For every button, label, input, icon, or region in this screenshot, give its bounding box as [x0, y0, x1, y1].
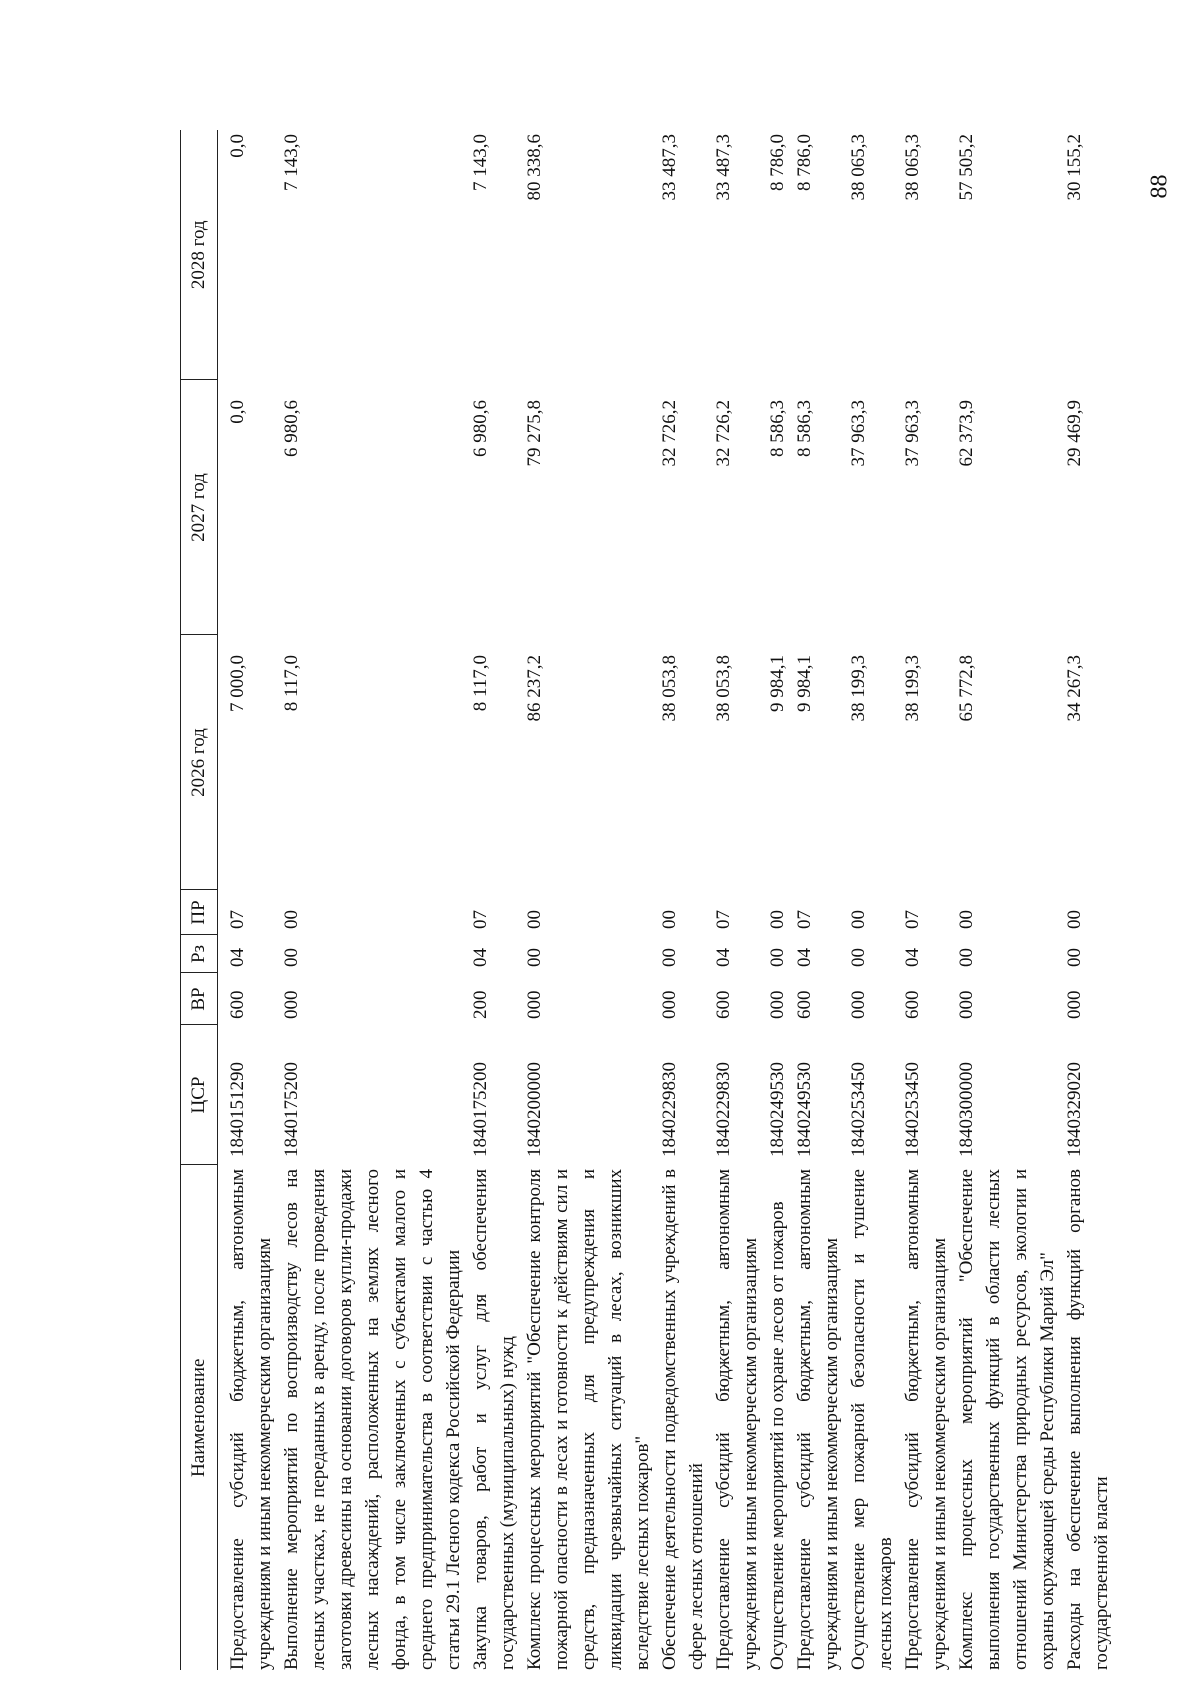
table-row — [521, 130, 656, 1670]
header-csr: ЦСР — [181, 1025, 218, 1165]
table-row — [710, 130, 764, 1670]
budget-table-wrapper — [180, 130, 1112, 1670]
row-name: Комплекс процессных мероприятий "Обеспечение контроля пожарной опасности в лесах и готовности к действиям сил и средств, предназначенных для предупреждения и ликвидации чрезвычайных ситуаций в лесах, возникших вследствие лесных пожаров" — [524, 1169, 653, 1670]
row-vr: 600 — [227, 990, 248, 1019]
row-vr: 600 — [902, 990, 923, 1019]
row-2028: 30 155,2 — [1064, 134, 1085, 201]
row-rz: 00 — [767, 948, 788, 967]
table-row — [224, 130, 278, 1670]
row-rz: 04 — [470, 948, 491, 967]
row-rz: 04 — [794, 948, 815, 967]
table-row — [278, 130, 467, 1670]
row-pr: 00 — [659, 910, 680, 929]
row-rz: 04 — [227, 948, 248, 967]
table-body — [218, 130, 1116, 1670]
row-rz: 00 — [524, 948, 545, 967]
row-pr: 00 — [956, 910, 977, 929]
row-pr: 07 — [713, 910, 734, 929]
row-2028: 8 786,0 — [794, 134, 815, 191]
row-name: Предоставление субсидий бюджетным, автономным учреждениям и иным некоммерческим организациям — [713, 1169, 761, 1670]
row-vr: 000 — [956, 990, 977, 1019]
row-rz: 04 — [713, 948, 734, 967]
row-pr: 00 — [524, 910, 545, 929]
row-rz: 00 — [848, 948, 869, 967]
row-2026: 9 984,1 — [767, 655, 788, 712]
row-2026: 38 053,8 — [713, 655, 734, 722]
table-row — [764, 130, 791, 1670]
row-2027: 0,0 — [227, 400, 248, 424]
row-pr: 00 — [1064, 910, 1085, 929]
row-rz: 00 — [281, 948, 302, 967]
table-row — [953, 130, 1061, 1670]
row-csr: 1840249530 — [767, 1062, 788, 1157]
row-csr: 1840329020 — [1064, 1062, 1085, 1157]
row-rz: 00 — [1064, 948, 1085, 967]
row-name: Выполнение мероприятий по воспроизводству лесов на лесных участках, не переданных в аренду, после проведения заготовки древесины на основании договоров купли-продажи лесных насаждений, расположенных на землях лесного фонда, в том числе заключенных с субъектами малого и среднего предпринимательства в соответствии с частью 4 статьи 29.1 Лесного кодекса Российской Федерации — [281, 1169, 464, 1670]
row-csr: 1840175200 — [470, 1062, 491, 1157]
row-name: Закупка товаров, работ и услуг для обеспечения государственных (муниципальных) нужд — [470, 1169, 518, 1670]
header-2027: 2027 год — [181, 380, 218, 635]
row-2028: 0,0 — [227, 134, 248, 158]
row-2028: 80 338,6 — [524, 134, 545, 201]
header-pr: ПР — [181, 890, 218, 935]
header-rz: Рз — [181, 935, 218, 973]
row-vr: 600 — [794, 990, 815, 1019]
row-2027: 8 586,3 — [767, 400, 788, 457]
row-2026: 38 053,8 — [659, 655, 680, 722]
row-vr: 000 — [524, 990, 545, 1019]
row-2027: 62 373,9 — [956, 400, 977, 467]
row-2028: 57 505,2 — [956, 134, 977, 201]
header-vr: ВР — [181, 973, 218, 1025]
row-2027: 37 963,3 — [848, 400, 869, 467]
row-csr: 1840200000 — [524, 1062, 545, 1157]
row-2027: 32 726,2 — [713, 400, 734, 467]
row-name: Предоставление субсидий бюджетным, автономным учреждениям и иным некоммерческим организациям — [227, 1169, 275, 1670]
row-2028: 8 786,0 — [767, 134, 788, 191]
row-2028: 38 065,3 — [848, 134, 869, 201]
row-2027: 37 963,3 — [902, 400, 923, 467]
header-name: Наименование — [181, 1165, 218, 1670]
row-name: Осуществление мероприятий по охране лесов от пожаров — [767, 1201, 788, 1670]
row-vr: 000 — [767, 990, 788, 1019]
row-pr: 07 — [227, 910, 248, 929]
row-2028: 7 143,0 — [470, 134, 491, 191]
row-name: Предоставление субсидий бюджетным, автономным учреждениям и иным некоммерческим организациям — [794, 1169, 842, 1670]
row-pr: 07 — [902, 910, 923, 929]
row-name: Предоставление субсидий бюджетным, автономным учреждениям и иным некоммерческим организациям — [902, 1169, 950, 1670]
row-name: Расходы на обеспечение выполнения функций органов государственной власти — [1064, 1169, 1112, 1670]
table-row — [467, 130, 521, 1670]
table-row — [899, 130, 953, 1670]
row-pr: 07 — [470, 910, 491, 929]
header-2026: 2026 год — [181, 635, 218, 890]
row-2027: 6 980,6 — [470, 400, 491, 457]
row-2026: 38 199,3 — [848, 655, 869, 722]
row-csr: 1840175200 — [281, 1062, 302, 1157]
row-2027: 79 275,8 — [524, 400, 545, 467]
row-2027: 6 980,6 — [281, 400, 302, 457]
row-vr: 000 — [281, 990, 302, 1019]
table-row — [656, 130, 710, 1670]
row-2026: 86 237,2 — [524, 655, 545, 722]
header-2028: 2028 год — [181, 130, 218, 380]
row-2028: 33 487,3 — [659, 134, 680, 201]
row-rz: 04 — [902, 948, 923, 967]
row-2028: 7 143,0 — [281, 134, 302, 191]
row-2026: 34 267,3 — [1064, 655, 1085, 722]
row-rz: 00 — [659, 948, 680, 967]
row-name: Обеспечение деятельности подведомственных учреждений в сфере лесных отношений — [659, 1169, 707, 1670]
table-row — [791, 130, 845, 1670]
row-2028: 33 487,3 — [713, 134, 734, 201]
row-pr: 00 — [767, 910, 788, 929]
table-row — [1061, 130, 1115, 1670]
row-2026: 7 000,0 — [227, 655, 248, 712]
budget-table — [180, 130, 1115, 1670]
row-csr: 1840229830 — [713, 1062, 734, 1157]
row-2026: 38 199,3 — [902, 655, 923, 722]
row-vr: 000 — [1064, 990, 1085, 1019]
row-csr: 1840151290 — [227, 1062, 248, 1157]
row-name: Комплекс процессных мероприятий "Обеспечение выполнения государственных функций в области лесных отношений Министерства природных ресурсов, экологии и охраны окружающей среды Республики Марий Эл" — [956, 1169, 1058, 1670]
page-number: 88 — [1146, 174, 1173, 199]
row-2026: 8 117,0 — [470, 655, 491, 712]
row-csr: 1840300000 — [956, 1062, 977, 1157]
row-2028: 38 065,3 — [902, 134, 923, 201]
row-2027: 29 469,9 — [1064, 400, 1085, 467]
row-csr: 1840249530 — [794, 1062, 815, 1157]
row-csr: 1840229830 — [659, 1062, 680, 1157]
row-vr: 000 — [848, 990, 869, 1019]
row-pr: 00 — [848, 910, 869, 929]
row-2026: 9 984,1 — [794, 655, 815, 712]
row-csr: 1840253450 — [848, 1062, 869, 1157]
row-rz: 00 — [956, 948, 977, 967]
row-vr: 600 — [713, 990, 734, 1019]
row-vr: 200 — [470, 990, 491, 1019]
row-pr: 07 — [794, 910, 815, 929]
row-name: Осуществление мер пожарной безопасности и тушение лесных пожаров — [848, 1169, 896, 1670]
row-vr: 000 — [659, 990, 680, 1019]
row-2027: 8 586,3 — [794, 400, 815, 457]
row-2027: 32 726,2 — [659, 400, 680, 467]
table-row — [845, 130, 899, 1670]
row-csr: 1840253450 — [902, 1062, 923, 1157]
row-2026: 65 772,8 — [956, 655, 977, 722]
row-2026: 8 117,0 — [281, 655, 302, 712]
row-pr: 00 — [281, 910, 302, 929]
table-header — [181, 130, 218, 1670]
